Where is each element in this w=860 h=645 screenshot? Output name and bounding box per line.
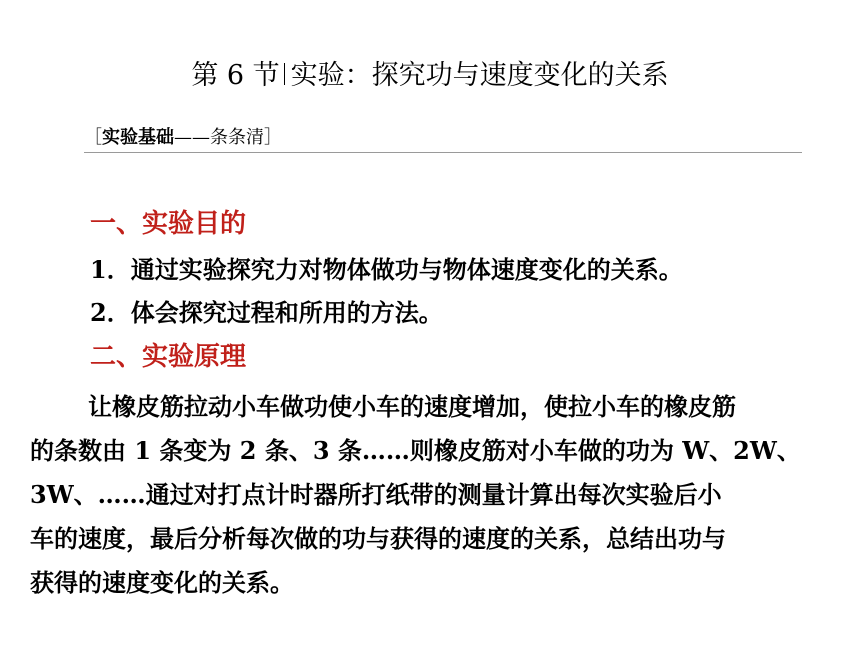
subheader-label	[84, 126, 282, 150]
title-text: 实验：探究功与速度变化的关系	[290, 60, 669, 91]
subheader-open-bracket: ［	[84, 127, 102, 148]
paragraph-line: 让橡皮筋拉动小车做功使小车的速度增加，使拉小车的橡皮筋	[88, 392, 736, 421]
paragraph-line: 3W、……通过对打点计时器所打纸带的测量计算出每次实验后小	[30, 480, 722, 509]
principle-paragraph	[30, 385, 840, 605]
list-item: 1．通过实验探究力对物体做功与物体速度变化的关系。	[90, 255, 683, 284]
list-item: 2．体会探究过程和所用的方法。	[90, 298, 443, 327]
section-number: 第 6 节	[191, 60, 280, 91]
title-divider	[284, 63, 285, 85]
paragraph-line: 获得的速度变化的关系。	[30, 568, 294, 597]
paragraph-line: 的条数由 1 条变为 2 条、3 条……则橡皮筋对小车做的功为 W、2W、	[30, 436, 801, 465]
subheader-close-bracket: ］	[264, 127, 282, 148]
page-title	[0, 58, 860, 94]
paragraph-line: 车的速度，最后分析每次做的功与获得的速度的关系，总结出功与	[30, 524, 726, 553]
section-heading-purpose: 一、实验目的	[90, 209, 247, 239]
section-heading-principle: 二、实验原理	[90, 342, 247, 372]
subheader-bold: 实验基础	[102, 127, 174, 148]
subheader-rest: ——条条清	[174, 127, 264, 148]
divider-rule	[84, 152, 802, 153]
